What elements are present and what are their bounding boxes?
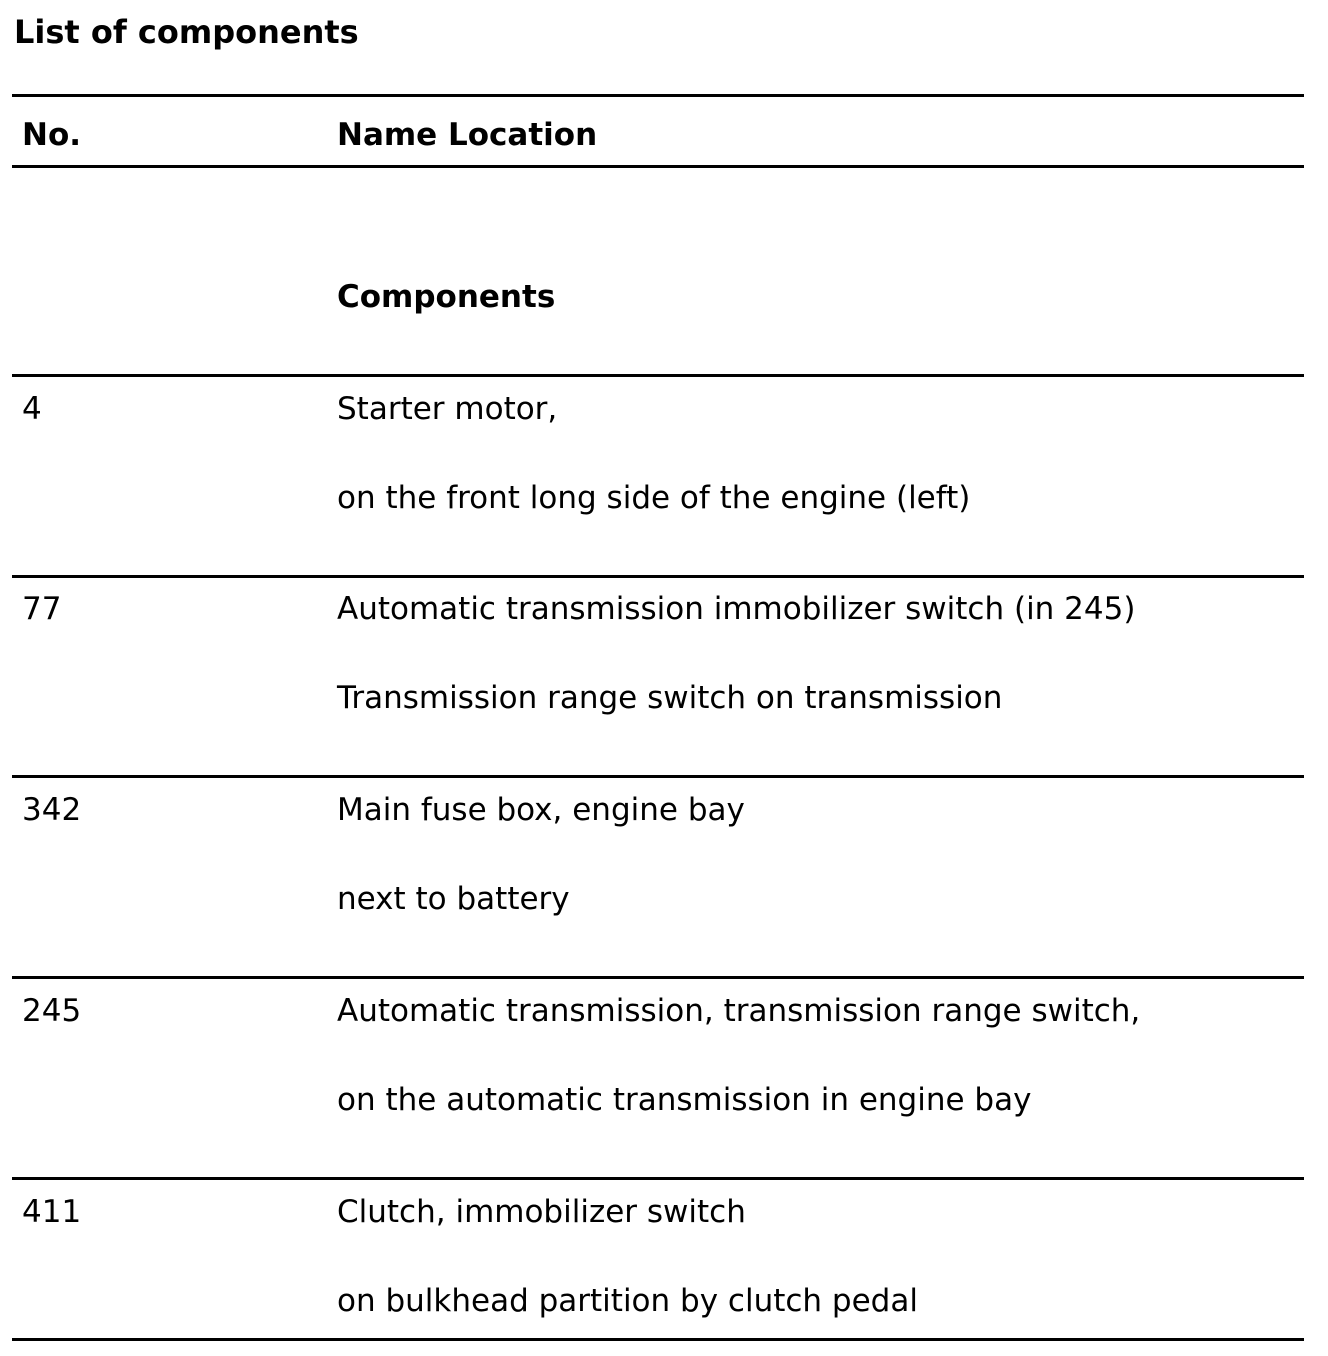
row-divider — [12, 575, 1304, 578]
component-number: 4 — [22, 391, 42, 427]
row-divider — [12, 374, 1304, 377]
component-number: 245 — [22, 993, 82, 1029]
component-name: Automatic transmission immobilizer switch (in 245) — [337, 591, 1136, 627]
table-bottom-rule — [12, 1338, 1304, 1341]
component-location: Transmission range switch on transmission — [337, 680, 1003, 716]
component-name: Clutch, immobilizer switch — [337, 1194, 746, 1230]
column-header-no: No. — [22, 117, 82, 153]
component-number: 342 — [22, 792, 82, 828]
section-heading: Components — [337, 279, 556, 315]
header-rule — [12, 165, 1304, 168]
table-top-rule — [12, 94, 1304, 97]
component-location: on the front long side of the engine (left) — [337, 480, 971, 516]
component-number: 77 — [22, 591, 62, 627]
component-location: next to battery — [337, 881, 570, 917]
page-title: List of components — [14, 13, 359, 51]
component-location: on the automatic transmission in engine bay — [337, 1082, 1032, 1118]
row-divider — [12, 1177, 1304, 1180]
row-divider — [12, 976, 1304, 979]
component-location: on bulkhead partition by clutch pedal — [337, 1283, 918, 1319]
component-name: Automatic transmission, transmission range switch, — [337, 993, 1141, 1029]
row-divider — [12, 775, 1304, 778]
component-name: Starter motor, — [337, 391, 558, 427]
column-header-name-location: Name Location — [337, 117, 598, 153]
component-name: Main fuse box, engine bay — [337, 792, 745, 828]
component-number: 411 — [22, 1194, 82, 1230]
